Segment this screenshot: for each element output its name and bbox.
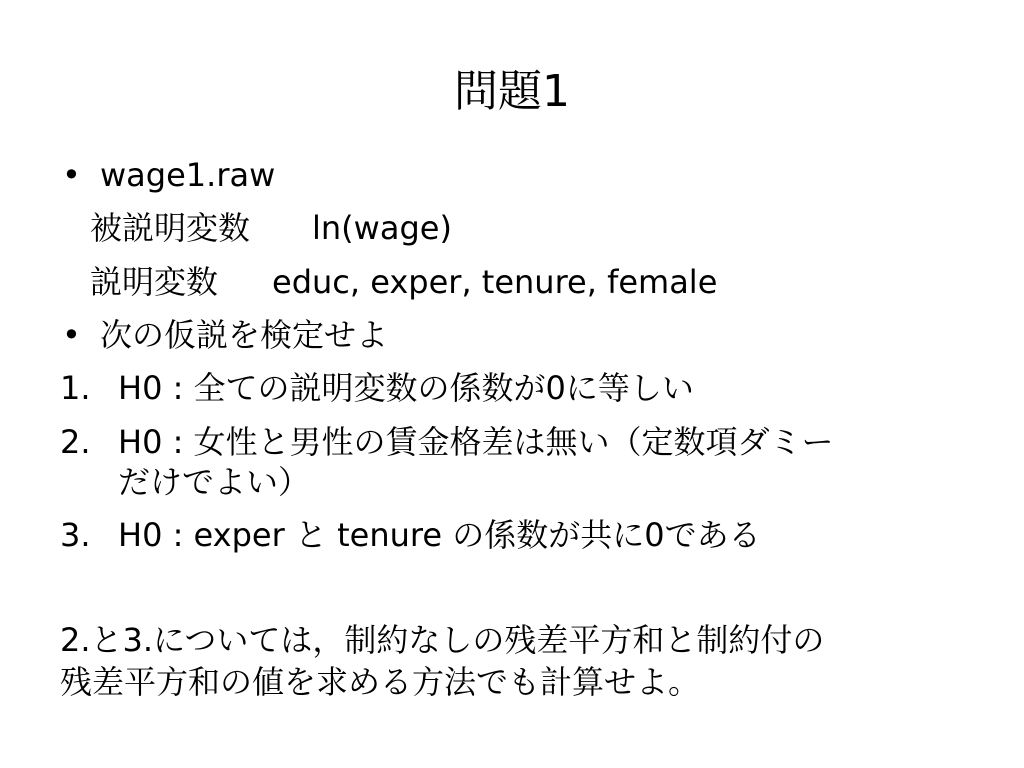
note-line-1: 2.と3.については，制約なしの残差平方和と制約付の (60, 621, 825, 659)
bullet-marker: • (62, 156, 81, 194)
hypothesis-2-text-line2: だけでよい） (118, 463, 311, 501)
bullet-item-dataset: wage1.raw (100, 156, 276, 194)
hypothesis-1-text: H0 : 全ての説明変数の係数が0に等しい (118, 369, 694, 407)
bullet-marker: • (62, 316, 81, 354)
dependent-variable-label: 被説明変数 (90, 209, 251, 247)
hypothesis-3-text: H0 : exper と tenure の係数が共に0である (118, 516, 761, 554)
hypothesis-number: 3. (60, 516, 91, 554)
bullet-item-test-instruction: 次の仮説を検定せよ (100, 316, 389, 354)
slide-title: 問題1 (454, 66, 570, 117)
hypothesis-number: 2. (60, 423, 91, 461)
explanatory-variables-value: educ, exper, tenure, female (272, 263, 718, 301)
explanatory-variables-label: 説明変数 (90, 263, 219, 301)
note-line-2: 残差平方和の値を求める方法でも計算せよ。 (60, 663, 701, 701)
dependent-variable-value: ln(wage) (312, 209, 452, 247)
hypothesis-2-text-line1: H0 : 女性と男性の賃金格差は無い（定数項ダミー (118, 423, 834, 461)
hypothesis-number: 1. (60, 369, 91, 407)
